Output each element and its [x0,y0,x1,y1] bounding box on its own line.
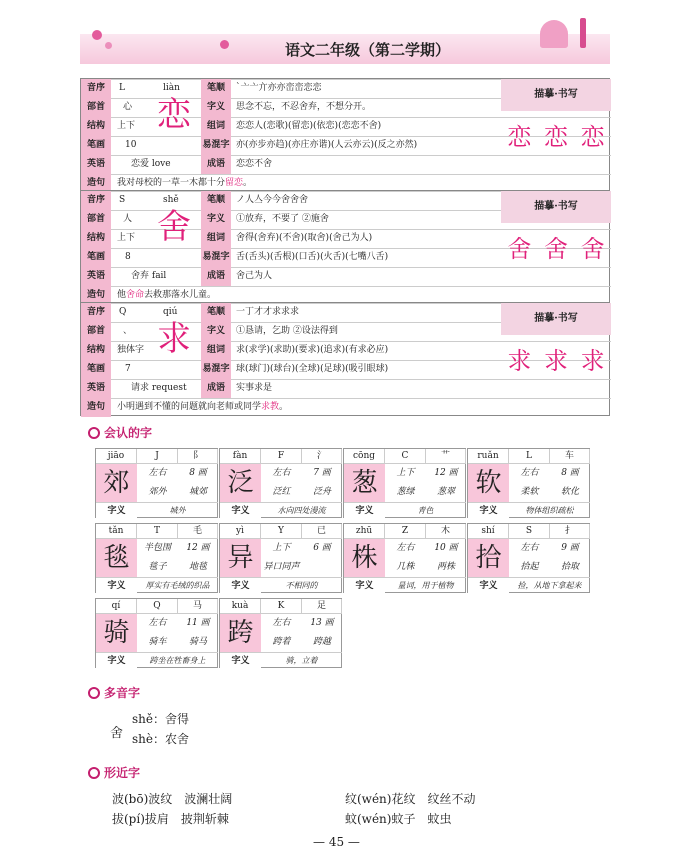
label-ziyi: 字义 [201,322,231,341]
label-bishun: 笔顺 [201,79,231,98]
jiegou-value: 上下 [117,121,136,131]
card-character: 毯 [96,539,137,577]
trace-area[interactable] [501,115,611,153]
card-word: 泛舟 [312,487,331,497]
card-meaning: 不相同的 [261,577,342,593]
card-ziyi-label: 字义 [468,502,509,518]
big-character: 舍 [157,207,191,247]
yinxu-value: L [119,83,125,93]
card-jiegou: 上下 [396,468,415,478]
card-ziyi-label: 字义 [220,652,261,668]
card-yinxu: L [509,449,550,464]
card-pinyin: ruǎn [468,449,509,464]
label-yinxu: 音序 [81,303,111,322]
card-character: 软 [468,464,509,502]
jiegou-value: 上下 [117,233,136,243]
card-bushou: 车 [550,449,590,464]
card-ziyi-label: 字义 [344,502,385,518]
char-block [80,302,610,416]
card-word [302,558,342,577]
label-bishun: 笔顺 [201,303,231,322]
section-huiren: 会认的字 [88,424,152,441]
card-jiegou: 左右 [148,468,167,478]
label-yingyu: 英语 [81,379,111,398]
xingjin-line: 波(bō)波纹 波澜壮阔 [112,792,233,806]
card-bihua: 9 画 [561,543,579,553]
flower-icon [92,30,102,40]
zaoju-sentence: 我对母校的一草一木都十分留恋。 [117,178,253,188]
label-chengyu: 成语 [201,379,231,398]
card-word: 骑车 [148,637,167,647]
char-card [95,598,218,668]
trace-character: 舍 [580,234,605,263]
write-label: 描摹·书写 [501,79,611,111]
card-pinyin: shí [468,524,509,539]
card-yinxu: F [261,449,302,464]
write-label: 描摹·书写 [501,191,611,223]
bihua-value: 10 [125,140,137,150]
zuci-value: 恋恋人(恋歌)(留恋)(依恋)(恋恋不舍) [236,121,382,131]
card-bihua: 11 画 [186,618,210,628]
bushou-value: 人 [123,214,133,224]
label-yingyu: 英语 [81,155,111,174]
bihua-value: 8 [125,252,131,262]
card-character: 泛 [220,464,261,502]
card-pinyin: zhū [344,524,385,539]
card-bushou: 扌 [550,524,590,539]
card-ziyi-label: 字义 [220,502,261,518]
card-bihua: 10 画 [434,543,458,553]
char-card [95,448,218,518]
label-zaoju: 造句 [81,398,111,417]
yicuo-value: 亦(亦步亦趋)(亦庄亦谐)(人云亦云)(反之亦然) [236,140,418,150]
card-yinxu: Y [261,524,302,539]
label-bihua: 笔画 [81,136,111,155]
yicuo-value: 舌(舌头)(舌根)(口舌)(火舌)(七嘴八舌) [236,252,389,262]
card-character: 拾 [468,539,509,577]
char-card [467,448,590,518]
yingyu-value: 舍弃 fail [131,271,167,281]
house-icon [540,20,568,48]
card-meaning: 物体组织疏松 [509,502,590,518]
xingjin-line: 拔(pí)拔肩 披荆斩棘 [112,812,229,826]
card-ziyi-label: 字义 [468,577,509,593]
card-pinyin: tǎn [96,524,137,539]
xingjin-line: 纹(wén)花纹 纹丝不动 [345,792,476,806]
yinxu-value: S [119,195,126,205]
card-word: 几株 [396,562,415,572]
label-ziyi: 字义 [201,210,231,229]
card-word: 拾取 [560,562,579,572]
zaoju-sentence: 小明遇到不懂的问题就向老师或同学求教。 [117,402,289,412]
section-duoyin: 多音字 [88,684,140,701]
trace-character: 恋 [580,122,605,151]
trace-character: 舍 [543,234,568,263]
label-bushou: 部首 [81,322,111,341]
label-zaoju: 造句 [81,286,111,305]
card-word: 葱绿 [396,487,415,497]
card-character: 郊 [96,464,137,502]
card-meaning: 捡，从地下拿起来 [509,577,590,593]
card-jiegou: 左右 [396,543,415,553]
label-chengyu: 成语 [201,267,231,286]
tree-icon [580,18,586,48]
card-ziyi-label: 字义 [220,577,261,593]
label-yinxu: 音序 [81,79,111,98]
label-chengyu: 成语 [201,155,231,174]
card-word: 骑马 [188,637,207,647]
card-jiegou: 左右 [520,543,539,553]
trace-character: 恋 [507,122,532,151]
card-word: 跨越 [312,637,331,647]
ziyi-value: ①放弃，不要了 ②施舍 [236,214,329,224]
card-bushou: 足 [302,599,342,614]
chengyu-value: 舍己为人 [236,271,273,281]
trace-character: 恋 [543,122,568,151]
card-jiegou: 上下 [272,543,291,553]
card-bushou: 已 [302,524,342,539]
label-zuci: 组词 [201,117,231,136]
yinxu-value: Q [119,307,127,317]
pinyin-value: liàn [163,83,180,93]
card-meaning: 水向四处漫流 [261,502,342,518]
char-card [343,523,466,593]
trace-area[interactable] [501,227,611,265]
card-pinyin: qí [96,599,137,614]
page-header [80,34,610,64]
label-zuci: 组词 [201,341,231,360]
card-bushou: 氵 [302,449,342,464]
char-card [467,523,590,593]
flower-icon [220,40,229,49]
card-bihua: 12 画 [186,543,210,553]
card-character: 葱 [344,464,385,502]
card-ziyi-label: 字义 [96,502,137,518]
card-bihua: 6 画 [313,543,331,553]
card-yinxu: Z [385,524,426,539]
xingjin-line: 蚊(wén)蚊子 蚊虫 [345,812,452,826]
card-meaning: 厚实有毛绒的织品 [137,577,218,593]
card-pinyin: fàn [220,449,261,464]
trace-character: 求 [507,346,532,375]
write-label: 描摹·书写 [501,303,611,335]
zuci-value: 舍得(舍弃)(不舍)(取舍)(舍己为人) [236,233,373,243]
label-jiegou: 结构 [81,341,111,360]
label-bihua: 笔画 [81,248,111,267]
label-bushou: 部首 [81,98,111,117]
duoyin-char: 舍 [110,726,124,741]
label-yinxu: 音序 [81,191,111,210]
char-card [95,523,218,593]
card-meaning: 青色 [385,502,466,518]
label-yicuo: 易混字 [201,136,231,155]
pinyin-value: shě [163,195,179,205]
char-block [80,78,610,192]
card-ziyi-label: 字义 [344,577,385,593]
card-word: 葱翠 [436,487,455,497]
char-block [80,190,610,304]
card-bushou: 木 [426,524,466,539]
card-bushou: 阝 [178,449,218,464]
label-jiegou: 结构 [81,117,111,136]
flower-icon [105,42,112,49]
yingyu-value: 恋爱 love [131,159,171,169]
char-card [219,598,342,668]
card-bihua: 8 画 [189,468,207,478]
duoyin-reading: shě：舍得 [132,712,189,726]
bishun-value: 一丁才才求求求 [236,307,300,317]
magnifier-icon [88,687,100,699]
card-pinyin: jiāo [96,449,137,464]
card-bihua: 8 画 [561,468,579,478]
zaoju-sentence: 他舍命去救那落水儿童。 [117,290,217,300]
label-yicuo: 易混字 [201,248,231,267]
section-xingjin: 形近字 [88,764,140,781]
card-word: 拾起 [520,562,539,572]
trace-character: 求 [580,346,605,375]
card-yinxu: T [137,524,178,539]
big-character: 恋 [157,95,191,135]
card-word: 毯子 [148,562,167,572]
card-meaning: 跨坐在牲畜身上 [137,652,218,668]
char-card [343,448,466,518]
jiegou-value: 独体字 [117,345,145,355]
card-ziyi-label: 字义 [96,577,137,593]
label-yicuo: 易混字 [201,360,231,379]
trace-area[interactable] [501,339,611,377]
trace-character: 舍 [507,234,532,263]
card-word: 柔软 [520,487,539,497]
card-word: 郊外 [148,487,167,497]
card-word: 两株 [436,562,455,572]
trace-character: 求 [543,346,568,375]
magnifier-icon [88,767,100,779]
label-yingyu: 英语 [81,267,111,286]
card-word: 异口同声 [263,562,300,572]
card-yinxu: Q [137,599,178,614]
card-bihua: 12 画 [434,468,458,478]
card-character: 异 [220,539,261,577]
chengyu-value: 实事求是 [236,383,273,393]
bishun-value: `亠亠亣亦亦峦峦恋恋 [236,83,322,93]
card-yinxu: K [261,599,302,614]
card-word: 跨着 [272,637,291,647]
card-character: 跨 [220,614,261,652]
card-jiegou: 半包围 [143,543,171,553]
ziyi-value: 思念不忘，不忍舍弃，不想分开。 [236,102,372,112]
yingyu-value: 请求 request [131,383,187,393]
card-yinxu: S [509,524,550,539]
card-pinyin: cōng [344,449,385,464]
chengyu-value: 恋恋不舍 [236,159,273,169]
label-bihua: 笔画 [81,360,111,379]
label-bushou: 部首 [81,210,111,229]
card-jiegou: 左右 [520,468,539,478]
card-word: 城郊 [188,487,207,497]
bihua-value: 7 [125,364,131,374]
card-ziyi-label: 字义 [96,652,137,668]
duoyin-reading: shè：农舍 [132,732,189,746]
zuci-value: 求(求学)(求助)(要求)(追求)(有求必应) [236,345,389,355]
big-character: 求 [157,319,191,359]
book-title: 语文二年级（第二学期） [285,41,451,59]
card-bushou: 艹 [426,449,466,464]
card-yinxu: J [137,449,178,464]
label-jiegou: 结构 [81,229,111,248]
card-pinyin: kuà [220,599,261,614]
card-bihua: 7 画 [313,468,331,478]
card-meaning: 骑，立着 [261,652,342,668]
bushou-value: 心 [123,102,133,112]
label-bishun: 笔顺 [201,191,231,210]
card-bihua: 13 画 [310,618,334,628]
card-bushou: 马 [178,599,218,614]
card-word: 软化 [560,487,579,497]
ziyi-value: ①恳请，乞助 ②设法得到 [236,326,338,336]
card-jiegou: 左右 [272,468,291,478]
card-yinxu: C [385,449,426,464]
card-bushou: 毛 [178,524,218,539]
card-meaning: 量词，用于植物 [385,577,466,593]
bishun-value: ノ人亼今今舍舍舍 [236,195,309,205]
char-card [219,448,342,518]
pinyin-value: qiú [163,307,178,317]
card-pinyin: yì [220,524,261,539]
card-word: 泛红 [272,487,291,497]
card-character: 株 [344,539,385,577]
bushou-value: 、 [123,326,133,336]
card-jiegou: 左右 [148,618,167,628]
label-ziyi: 字义 [201,98,231,117]
label-zuci: 组词 [201,229,231,248]
yicuo-value: 球(球门)(球台)(全球)(足球)(吸引眼球) [236,364,389,374]
card-word: 地毯 [188,562,207,572]
card-character: 骑 [96,614,137,652]
card-jiegou: 左右 [272,618,291,628]
page-number: — 45 — [313,835,360,849]
card-meaning: 城外 [137,502,218,518]
label-zaoju: 造句 [81,174,111,193]
magnifier-icon [88,427,100,439]
char-card [219,523,342,593]
